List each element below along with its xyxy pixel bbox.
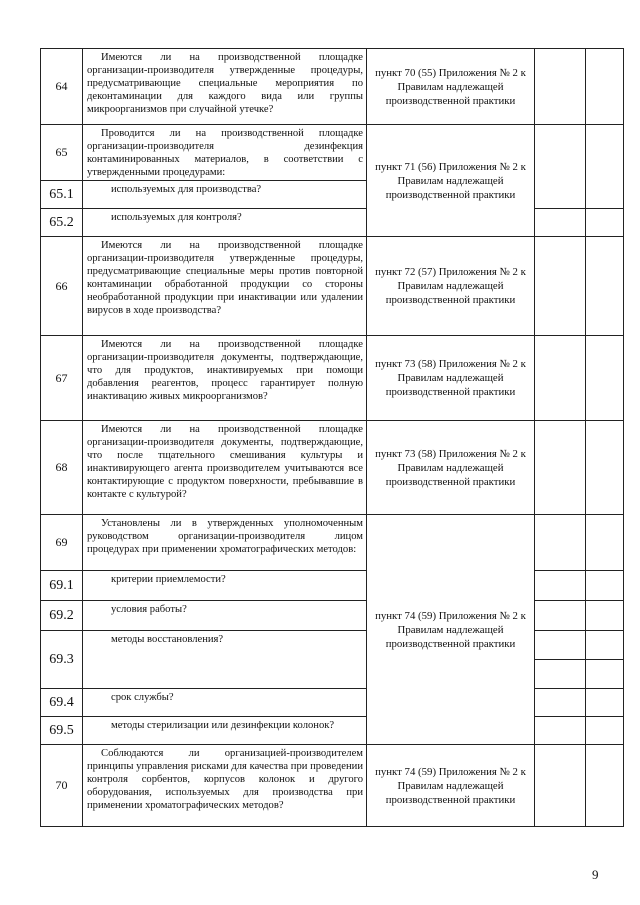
question-text: Проводится ли на производственной площадке организации-производителя дезинфекция контаминированных материалов, в соответствии с утвержденными процедурами: [83,125,367,181]
answer-cell[interactable] [535,421,586,515]
row-number: 68 [41,421,83,515]
question-text: Имеются ли на производственной площадке организации-производителя документы, подтверждающие, что после тщательного смешивания культуры и инактивирующего агента производителем учитываются все контактирующие с продуктом поверхности, пребывавшие в контакте с культурой? [83,421,367,515]
comment-cell[interactable] [586,745,624,827]
table-row [41,717,624,745]
answer-cell[interactable] [535,49,586,125]
answer-cell[interactable] [535,601,586,631]
comment-cell[interactable] [586,717,624,745]
row-number: 67 [41,336,83,421]
comment-cell[interactable] [586,571,624,601]
answer-cell[interactable] [535,125,586,209]
table-row [41,421,624,515]
comment-cell[interactable] [586,209,624,237]
table-row [41,237,624,336]
reference-text: пункт 73 (58) Приложения № 2 к Правилам надлежащей производственной практики [367,421,535,515]
comment-cell[interactable] [586,515,624,571]
row-number: 65.2 [41,209,83,237]
answer-cell[interactable] [535,209,586,237]
comment-cell[interactable] [586,421,624,515]
row-number: 69.1 [41,571,83,601]
question-text: Имеются ли на производственной площадке организации-производителя документы, подтверждающие, что для продуктов, инактивируемых при помощи добавления реагентов, процесс гарантирует полную инактивацию живых микроорганизмов? [83,336,367,421]
table-row [41,601,624,631]
answer-cell[interactable] [535,745,586,827]
question-text: используемых для контроля? [83,209,367,237]
reference-text: пункт 72 (57) Приложения № 2 к Правилам надлежащей производственной практики [367,237,535,336]
table-row [41,209,624,237]
question-text: критерии приемлемости? [83,571,367,601]
comment-cell[interactable] [586,125,624,209]
question-text: Соблюдаются ли организацией-производителем принципы управления рисками для качества при проведении контроля сорбентов, корпусов колонок и другого оборудования, используемых для производства при применении хроматографических методов? [83,745,367,827]
table-row [41,515,624,571]
answer-cell[interactable] [535,336,586,421]
table-row [41,631,624,689]
table-row [41,745,624,827]
answer-cell[interactable] [535,717,586,745]
page-number: 9 [592,867,599,882]
question-text: методы восстановления? [83,631,367,689]
table-row [41,689,624,717]
comment-cell[interactable] [586,49,624,125]
row-number: 66 [41,237,83,336]
reference-text: пункт 71 (56) Приложения № 2 к Правилам надлежащей производственной практики [367,125,535,237]
comment-cell[interactable] [586,601,624,631]
question-text: условия работы? [83,601,367,631]
row-number: 69.2 [41,601,83,631]
row-number: 69.3 [41,631,83,689]
reference-text: пункт 70 (55) Приложения № 2 к Правилам надлежащей производственной практики [367,49,535,125]
reference-text: пункт 73 (58) Приложения № 2 к Правилам надлежащей производственной практики [367,336,535,421]
comment-cell[interactable] [586,237,624,336]
table-row [41,49,624,125]
answer-cell[interactable] [535,631,586,689]
table-row [41,125,624,181]
answer-cell[interactable] [535,689,586,717]
row-number: 64 [41,49,83,125]
question-text: используемых для производства? [83,181,367,209]
answer-cell[interactable] [535,237,586,336]
row-number: 65.1 [41,181,83,209]
row-number: 70 [41,745,83,827]
row-number: 69 [41,515,83,571]
row-number: 69.5 [41,717,83,745]
reference-text: пункт 74 (59) Приложения № 2 к Правилам надлежащей производственной практики [367,745,535,827]
row-number: 69.4 [41,689,83,717]
question-text: Имеются ли на производственной площадке организации-производителя утвержденные процедуры, предусматривающие специальные мероприятия по деконтаминации для каждого вида или группы микроорганизмов при случайной утечке? [83,49,367,125]
question-text: Установлены ли в утвержденных уполномоченным руководством организации-производителя лицом процедурах при применении хроматографических методов: [83,515,367,571]
question-text: Имеются ли на производственной площадке организации-производителя утвержденные процедуры, предусматривающие специальные меры против повторной контаминации обработанной продукции со стороны необработанной продукции при инактивации или удалении вирусов в ходе производства? [83,237,367,336]
table-row [41,571,624,601]
table-row [41,336,624,421]
comment-cell[interactable] [586,689,624,717]
checklist-table [40,48,624,827]
reference-text: пункт 74 (59) Приложения № 2 к Правилам надлежащей производственной практики [367,515,535,745]
question-text: срок службы? [83,689,367,717]
answer-cell[interactable] [535,571,586,601]
row-number: 65 [41,125,83,181]
comment-cell[interactable] [586,336,624,421]
comment-cell[interactable] [586,631,624,689]
question-text: методы стерилизации или дезинфекции колонок? [83,717,367,745]
answer-cell[interactable] [535,515,586,571]
